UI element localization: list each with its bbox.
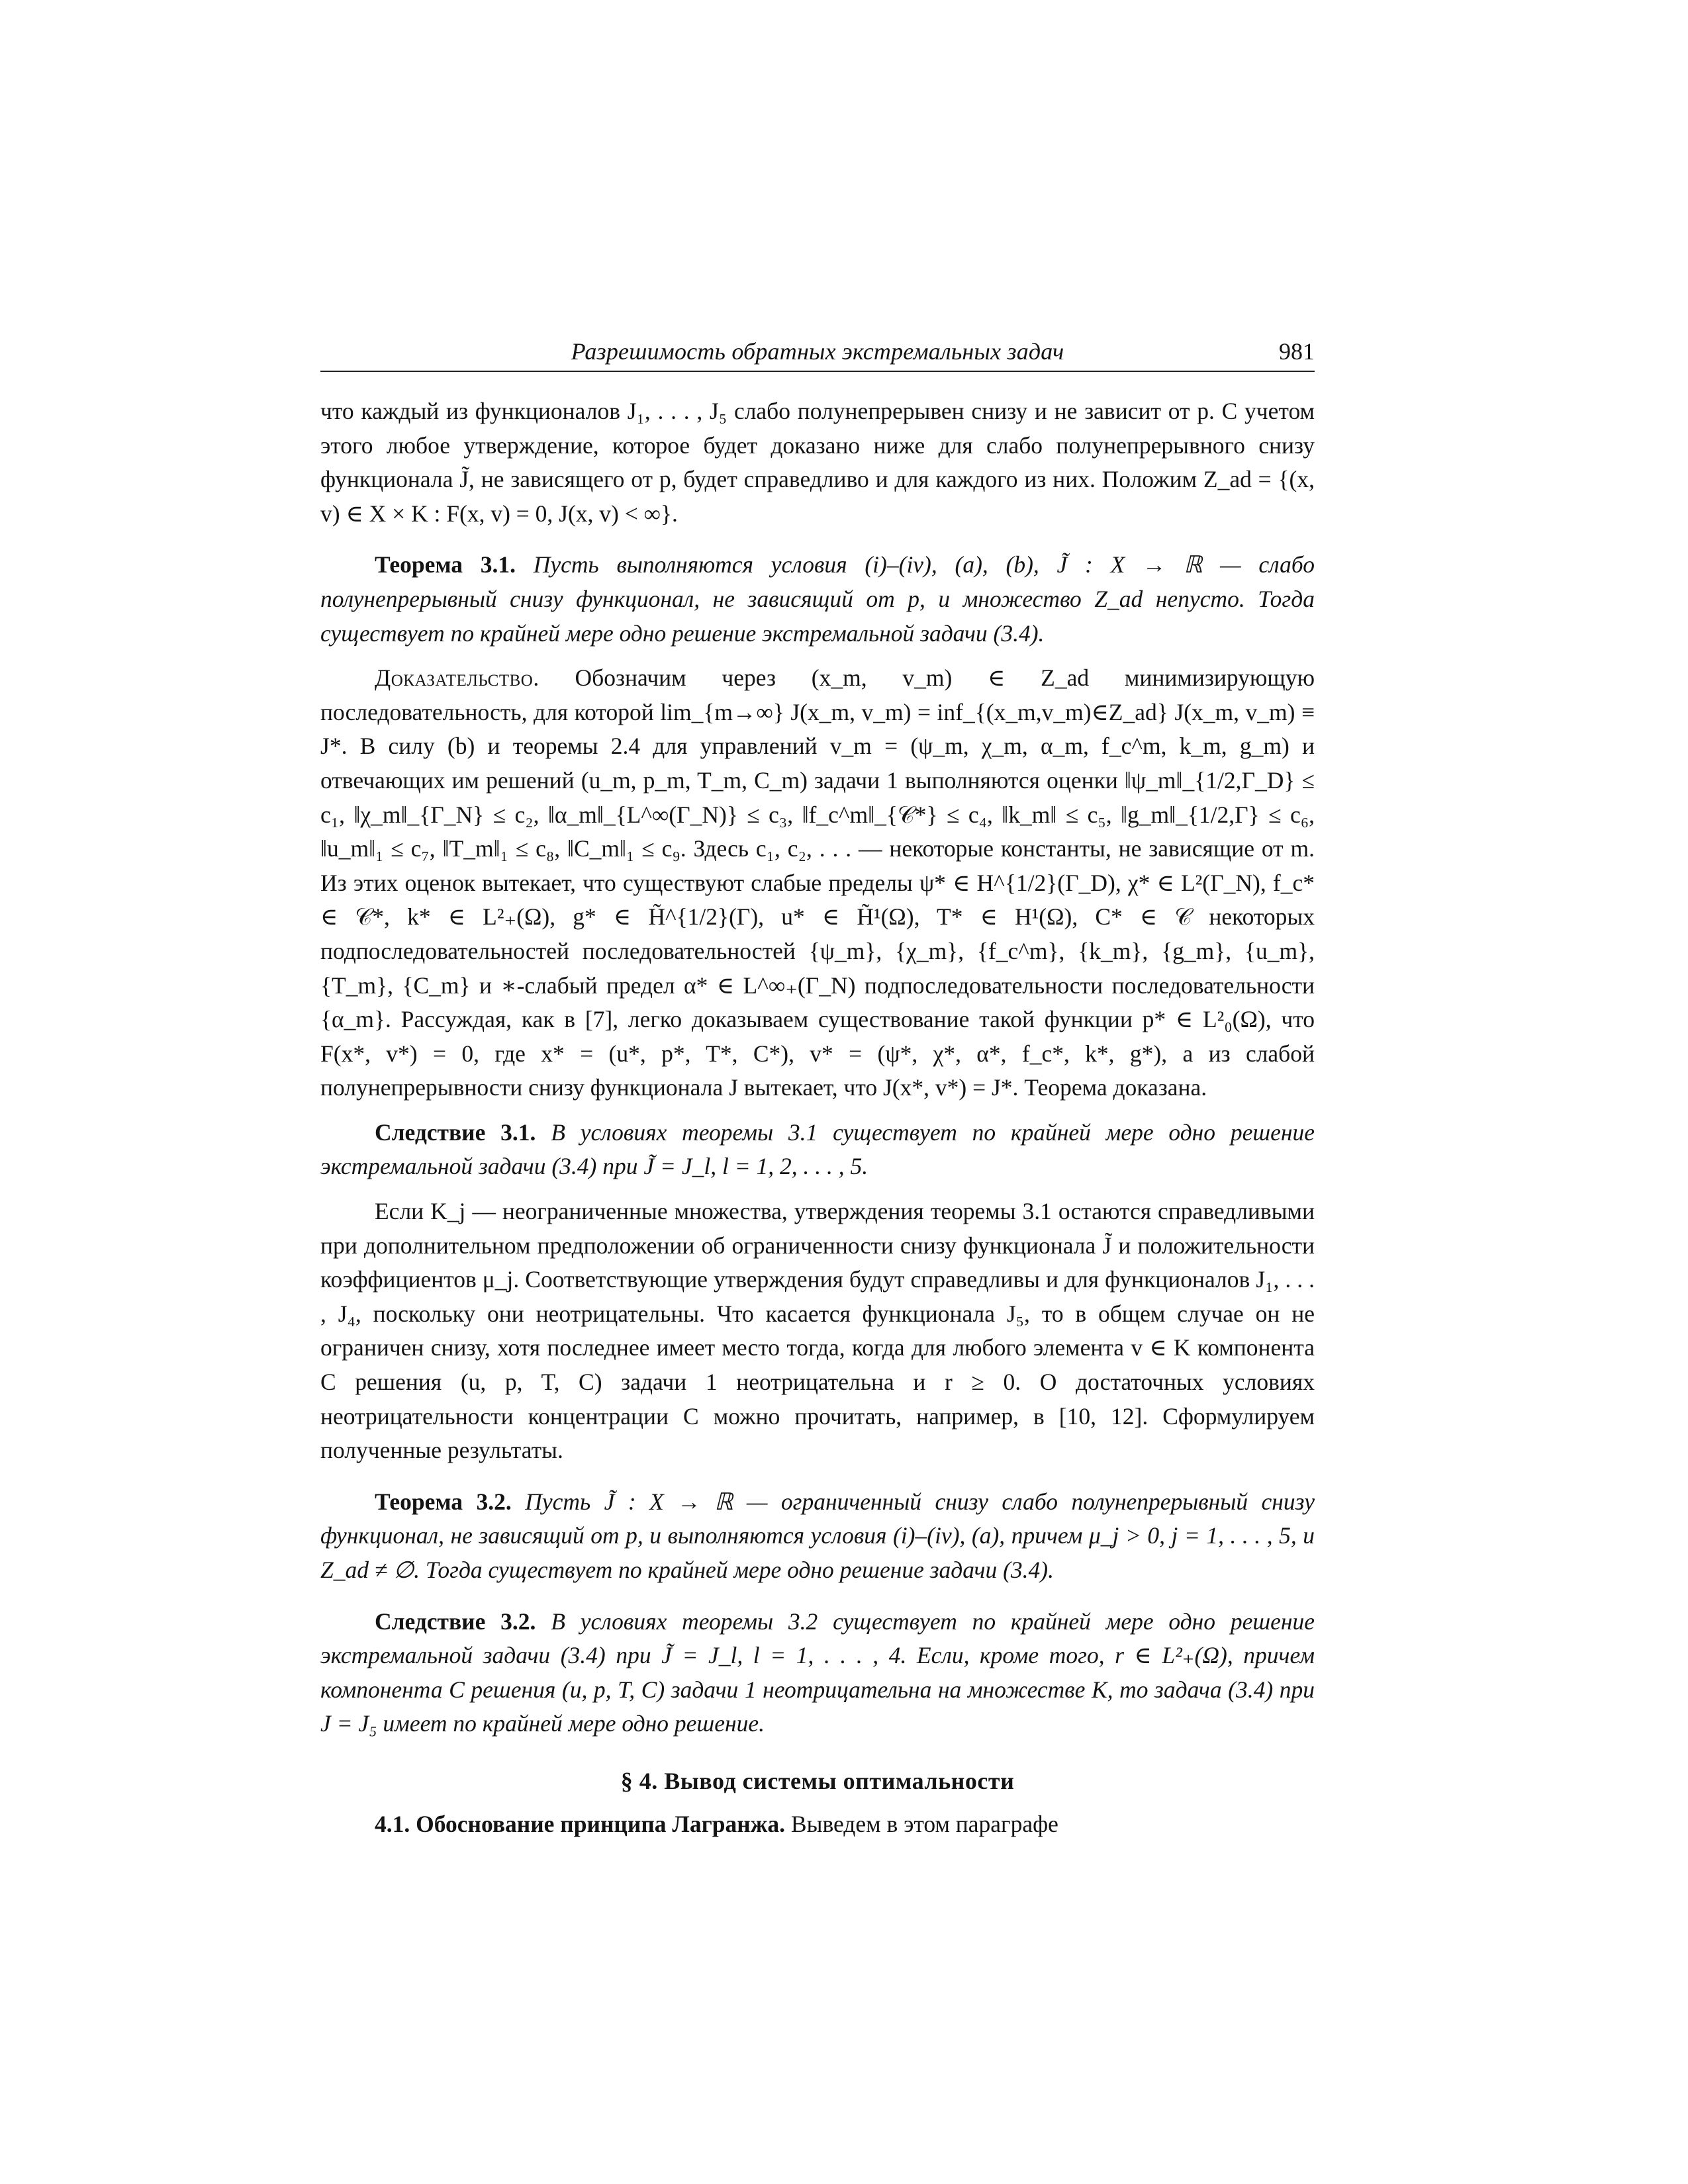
proof <box>320 661 1315 1105</box>
corollary-3-2-label: Следствие 3.2. <box>375 1608 536 1635</box>
corollary-3-1-text: В условиях теоремы 3.1 существует по крайней мере одно решение экстремальной задачи (3.4) при J̃ = J_l, l = 1, 2, . . . , 5. <box>320 1118 1315 1180</box>
theorem-3-2-text: Пусть J̃ : X → ℝ — ограниченный снизу слабо полунепрерывный снизу функционал, не зависящий от p, и выполняются условия (i)–(iv), (a), причем μ_j > 0, j = 1, . . . , 5, и Z_ad ≠ ∅. Тогда существует по крайней мере одно решение задачи (3.4). <box>320 1488 1315 1583</box>
body-text <box>320 394 1315 1842</box>
running-title: Разрешимость обратных экстремальных задач <box>571 338 1064 365</box>
corollary-3-2 <box>320 1605 1315 1741</box>
proof-label: Доказательство. <box>375 664 539 692</box>
corollary-3-1 <box>320 1116 1315 1184</box>
theorem-3-1 <box>320 548 1315 651</box>
page-number: 981 <box>1279 338 1315 365</box>
remark-paragraph: Если K_j — неограниченные множества, утверждения теоремы 3.1 остаются справедливыми при дополнительном предположении об ограниченности снизу функционала J̃ и положительности коэффициентов μ_j. Соответствующие утверждения будут справедливы и для функционалов J₁, . . . , J₄, поскольку они неотрицательны. Что касается функционала J₅, то в общем случае он не ограничен снизу, хотя последнее имеет место тогда, когда для любого элемента v ∈ K компонента C решения (u, p, T, C) задачи 1 неотрицательна и r ≥ 0. О достаточных условиях неотрицательности концентрации C можно прочитать, например, в [10, 12]. Сформулируем полученные результаты. <box>320 1198 1315 1464</box>
theorem-3-1-text: Пусть выполняются условия (i)–(iv), (a), (b), J̃ : X → ℝ — слабо полунепрерывный снизу функционал, не зависящий от p, и множество Z_ad непусто. Тогда существует по крайней мере одно решение экстремальной задачи (3.4). <box>320 551 1315 647</box>
running-header <box>320 331 1315 372</box>
section-heading: § 4. Вывод системы оптимальности <box>620 1767 1015 1794</box>
subsection-4-1-label: 4.1. Обоснование принципа Лагранжа. <box>375 1810 786 1837</box>
paper-page <box>320 331 1315 1842</box>
theorem-3-2-label: Теорема 3.2. <box>375 1488 512 1515</box>
theorem-3-2 <box>320 1485 1315 1588</box>
intro-paragraph: что каждый из функционалов J₁, . . . , J₅ слабо полунепрерывен снизу и не зависит от p. С учетом этого любое утверждение, которое будет доказано ниже для слабо полунепрерывного снизу функционала J̃, не зависящего от p, будет справедливо и для каждого из них. Положим Z_ad = {(x, v) ∈ X × K : F(x, v) = 0, J(x, v) < ∞}. <box>320 398 1315 527</box>
corollary-3-2-text: В условиях теоремы 3.2 существует по крайней мере одно решение экстремальной задачи (3.4) при J̃ = J_l, l = 1, . . . , 4. Если, кроме того, r ∈ L²₊(Ω), причем компонента C решения (u, p, T, C) задачи 1 неотрицательна на множестве K, то задача (3.4) при J = J₅ имеет по крайней мере одно решение. <box>320 1608 1315 1737</box>
proof-text: Обозначим через (x_m, v_m) ∈ Z_ad минимизирующую последовательность, для которой lim_{m→∞} J(x_m, v_m) = inf_{(x_m,v_m)∈Z_ad} J(x_m, v_m) ≡ J*. В силу (b) и теоремы 2.4 для управлений v_m = (ψ_m, χ_m, α_m, f_c^m, k_m, g_m) и отвечающих им решений (u_m, p_m, T_m, C_m) задачи 1 выполняются оценки ‖ψ_m‖_{1/2,Γ_D} ≤ c₁, ‖χ_m‖_{Γ_N} ≤ c₂, ‖α_m‖_{L^∞(Γ_N)} ≤ c₃, ‖f_c^m‖_{𝒞*} ≤ c₄, ‖k_m‖ ≤ c₅, ‖g_m‖_{1/2,Γ} ≤ c₆, ‖u_m‖₁ ≤ c₇, ‖T_m‖₁ ≤ c₈, ‖C_m‖₁ ≤ c₉. Здесь c₁, c₂, . . . — некоторые константы, не зависящие от m. Из этих оценок вытекает, что существуют слабые пределы ψ* ∈ H^{1/2}(Γ_D), χ* ∈ L²(Γ_N), f_c* ∈ 𝒞*, k* ∈ L²₊(Ω), g* ∈ H̃^{1/2}(Γ), u* ∈ H̃¹(Ω), T* ∈ H¹(Ω), C* ∈ 𝒞 некоторых подпоследовательностей последовательностей {ψ_m}, {χ_m}, {f_c^m}, {k_m}, {g_m}, {u_m}, {T_m}, {C_m} и ∗-слабый предел α* ∈ L^∞₊(Γ_N) подпоследовательности последовательности {α_m}. Рассуждая, как в [7], легко доказываем существование такой функции p* ∈ L²₀(Ω), что F(x*, v*) = 0, где x* = (u*, p*, T*, C*), v* = (ψ*, χ*, α*, f_c*, k*, g*), а из слабой полунепрерывности снизу функционала J вытекает, что J(x*, v*) = J*. Теорема доказана. <box>320 664 1315 1101</box>
subsection-4-1-text: Выведем в этом параграфе <box>790 1810 1058 1837</box>
corollary-3-1-label: Следствие 3.1. <box>375 1118 536 1146</box>
theorem-3-1-label: Теорема 3.1. <box>375 551 516 578</box>
subsection-4-1 <box>320 1807 1315 1842</box>
